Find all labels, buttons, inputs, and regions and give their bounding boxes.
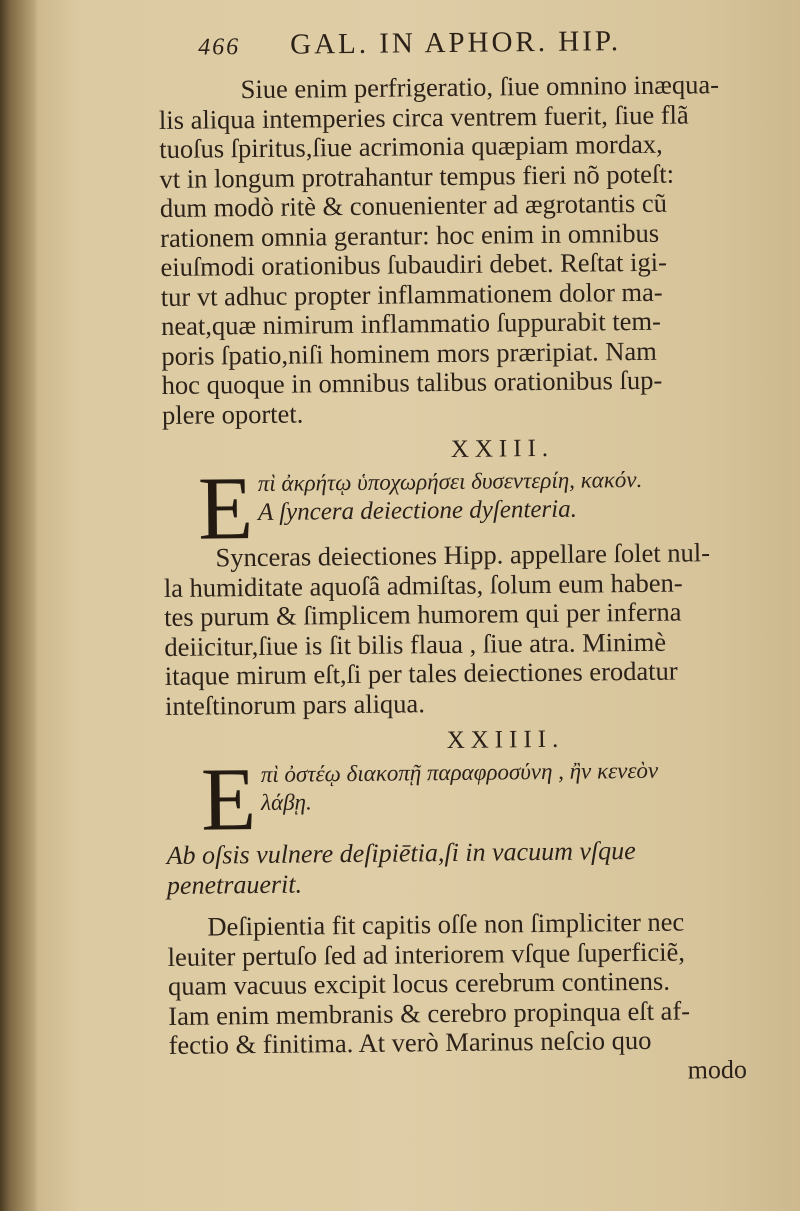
- text-line: plere oportet.: [161, 398, 304, 430]
- text-line: lis aliqua intemperies circa ventrem fuerit, ſiue flã: [158, 98, 689, 135]
- greek-aphorism-cont: λάβῃ.: [260, 789, 312, 815]
- page-number: 466: [198, 34, 241, 61]
- text-line: Siue enim perfrigeratio, ſiue omnino inæqua-: [240, 69, 720, 105]
- latin-aphorism-cont: penetrauerit.: [166, 869, 303, 900]
- catchword: modo: [687, 1054, 748, 1085]
- text-line: hoc quoque in omnibus talibus orationibus ſup-: [161, 364, 663, 400]
- text-line: quam vacuus excipit locus cerebrum continens.: [167, 965, 671, 1001]
- text-line: itaque mirum eſt,ſi per tales deiectiones erodatur: [164, 655, 678, 691]
- text-line: tes purum & ſimplicem humorem qui per inferna: [163, 596, 682, 632]
- text-line: poris ſpatio,niſi hominem mors præripiat. Nam: [161, 335, 657, 371]
- text-line: Deſipientia fit capitis oſſe non ſimpliciter nec: [207, 906, 685, 942]
- text-line: neat,quæ nimirum inflammatio ſuppurabit tem-: [160, 305, 661, 341]
- text-line: Iam enim membranis & cerebro propinqua eſt af-: [168, 994, 691, 1031]
- commentary-24: [167, 907, 749, 1061]
- aphorism-number: XXIIII.: [446, 725, 565, 755]
- commentary-23: [163, 538, 745, 721]
- binding-gutter: [0, 0, 38, 1211]
- greek-aphorism: πὶ ἀκρήτῳ ὑποχωρήσει δυσεντερίη, κακόν.: [257, 466, 643, 496]
- text-line: dum modò ritè & conuenienter ad ægrotantis cũ: [159, 187, 668, 223]
- text-line: fectio & finitima. At verò Marinus neſcio quo: [168, 1024, 652, 1060]
- text-line: la humiditate aquoſâ admiſtas, ſolum eum haben-: [163, 567, 683, 603]
- latin-aphorism: Ab oſsis vulnere deſipiētia,ſi in vacuum vſque: [166, 836, 636, 870]
- text-line: Synceras deiectiones Hipp. appellare ſolet nul-: [215, 537, 711, 573]
- text-line: vt in longum protrahantur tempus fieri nõ poteſt:: [159, 158, 675, 194]
- latin-aphorism: A ſyncera deiectione dyſenteria.: [257, 495, 578, 526]
- aphorism-number: XXIII.: [450, 434, 555, 463]
- text-line: tur vt adhuc propter inflammationem dolor ma-: [160, 276, 663, 312]
- running-title: GAL. IN APHOR. HIP.: [289, 25, 622, 61]
- text-line: rationem omnia gerantur: hoc enim in omnibus: [160, 217, 660, 253]
- greek-aphorism: πὶ ὀστέῳ διακοπῇ παραφροσύνη , ἢν κενεὸν: [260, 757, 659, 787]
- text-line: inteſtinorum pars aliqua.: [164, 687, 426, 721]
- running-header: [158, 24, 738, 74]
- text-line: tuoſus ſpiritus,ſiue acrimonia quæpiam mordax,: [159, 128, 663, 164]
- text-line: deiicitur,ſiue is ſit bilis flaua , ſiue atra. Minimè: [164, 626, 667, 662]
- page-text: [158, 24, 749, 1091]
- paragraph-1: [158, 70, 742, 430]
- aphorism-24: [166, 750, 747, 850]
- text-line: eiuſmodi orationibus ſubaudiri debet. Reſtat igi-: [160, 246, 667, 282]
- drop-cap: E: [197, 459, 254, 559]
- text-line: leuiter pertuſo ſed ad interiorem vſque ſuperficiẽ,: [167, 936, 686, 972]
- drop-cap: E: [200, 750, 257, 850]
